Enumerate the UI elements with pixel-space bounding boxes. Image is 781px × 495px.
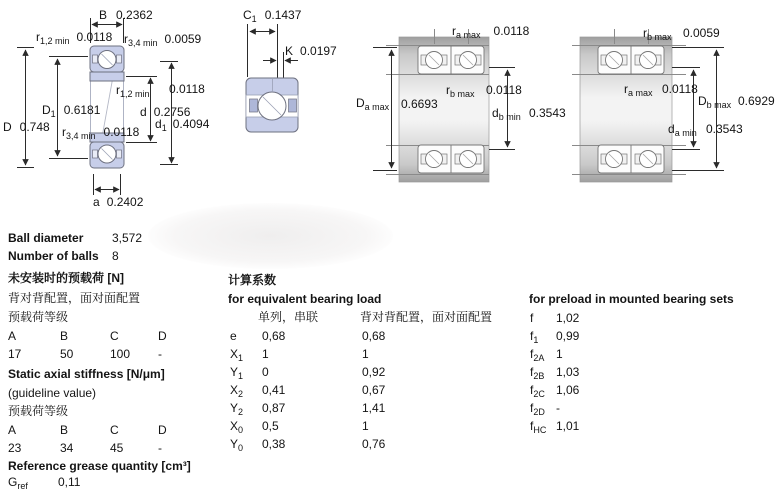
preload-factor-row-f2c: $f_{2C}$ 1,06 (530, 383, 580, 399)
preload-factor-row-f2a: $f_{2A}$ 1 (530, 347, 563, 363)
dim-rb-max-right-label: $r_{b max}$ (643, 26, 672, 42)
stiffness-header-row: A B C D (8, 423, 167, 437)
dim-Db-max-value: 0.6929 (738, 94, 775, 108)
calc-col1-header: 单列，串联 (258, 310, 319, 324)
number-of-balls-label: Number of balls (8, 249, 99, 263)
calc-row-e: e 0,68 0,68 (230, 329, 386, 343)
preload-factors-title: for preload in mounted bearing sets (529, 292, 734, 306)
dim-ra-max-left: $r_{a max}$ 0.0118 (452, 24, 530, 40)
dim-d1: $d_1$ 0.4094 (155, 117, 210, 133)
dim-B: B 0.2362 (99, 8, 153, 22)
dim-d: d 0.2756 (140, 105, 191, 119)
preload-class-label: 预载荷等级 (8, 310, 69, 324)
calc-col2-header: 背对背配置，面对面配置 (360, 310, 493, 324)
ring-section (246, 78, 298, 132)
grease-title: Reference grease quantity [cm³] (8, 459, 191, 473)
watermark-smudge (148, 203, 393, 269)
preload-table-title: 未安装时的预载荷 [N] (8, 271, 124, 285)
calc-factors-subtitle: for equivalent bearing load (228, 292, 382, 306)
calc-row-y2: $Y_2$ 0,87 1,41 (230, 401, 386, 417)
dim-db-min-value: 0.3543 (529, 106, 566, 120)
calc-row-y1: $Y_1$ 0 0,92 (230, 365, 386, 381)
dim-K: K 0.0197 (285, 44, 337, 58)
preload-header-row: A B C D (8, 329, 167, 343)
dim-db-min-label: $d_{b min}$ (492, 106, 521, 122)
dim-r12-min-mid-value: 0.0118 (169, 82, 205, 96)
stiffness-class-label: 预载荷等级 (8, 404, 69, 418)
dim-ra-max-right-label: $r_{a max}$ (624, 82, 653, 98)
preload-factor-row-fhc: $f_{HC}$ 1,01 (530, 419, 580, 435)
dim-r34-min-bottom: $r_{3,4 min}$ 0.0118 (62, 125, 140, 141)
dim-r12-min-top: $r_{1,2 min}$ 0.0118 (36, 30, 113, 46)
bearing-pair-bottom (418, 145, 484, 173)
dim-da-min-label: $d_{a min}$ (668, 122, 697, 138)
preload-factor-row-f2b: $f_{2B}$ 1,03 (530, 365, 580, 381)
dim-a: a 0.2402 (93, 195, 144, 209)
ball-diameter-value: 3,572 (112, 231, 143, 245)
dim-rb-max-left-label: $r_{b max}$ (446, 83, 475, 99)
preload-factor-row-f2d: $f_{2D}$ - (530, 401, 560, 417)
dim-da-min-value: 0.3543 (706, 122, 743, 136)
calc-row-x0: $X_0$ 0,5 1 (230, 419, 369, 435)
stiffness-table-subtitle: (guideline value) (8, 386, 97, 400)
stiffness-table-title: Static axial stiffness [N/μm] (8, 367, 165, 381)
inner-ring-top (90, 72, 124, 81)
stiffness-value-row: 23 34 45 - (8, 441, 162, 455)
dim-Db-max-label: $D_{b max}$ (698, 94, 732, 110)
dim-D1: $D_1$ 0.6181 (42, 103, 101, 119)
dim-C1: $C_1$ 0.1437 (243, 8, 302, 24)
number-of-balls-value: 8 (112, 249, 119, 263)
dim-rb-max-left-value: 0.0118 (486, 83, 522, 97)
dim-ra-max-right-value: 0.0118 (662, 82, 698, 96)
preload-factor-row-f: f 1,02 (530, 311, 580, 325)
grease-ref-value: 0,11 (58, 475, 81, 489)
calc-row-y0: $Y_0$ 0,38 0,76 (230, 437, 386, 453)
dim-r34-min-top: $r_{3,4 min}$ 0.0059 (124, 32, 202, 48)
grease-ref-label: $G_{ref}$ (8, 475, 28, 491)
dim-rb-max-right-value: 0.0059 (683, 26, 720, 40)
ring-section-diagram (246, 24, 298, 132)
bearing-pair-top (418, 46, 484, 74)
calc-factors-title: 计算系数 (228, 273, 277, 287)
calc-row-x1: $X_1$ 1 1 (230, 347, 369, 363)
preload-value-row: 17 50 100 - (8, 347, 162, 361)
dim-D: D 0.748 (3, 120, 50, 134)
dim-r12-min-mid-label: $r_{1,2 min}$ (116, 83, 150, 99)
dim-Da-max-value: 0.6693 (401, 97, 438, 111)
dim-Da-max-label: $D_{a max}$ (356, 96, 390, 112)
preload-table-subtitle: 背对背配置，面对面配置 (8, 291, 141, 305)
bearing-pair-top (598, 46, 664, 74)
calc-row-x2: $X_2$ 0,41 0,67 (230, 383, 386, 399)
bearing-pair-bottom (598, 145, 664, 173)
preload-factor-row-f1: $f_1$ 0,99 (530, 329, 580, 345)
ball-diameter-label: Ball diameter (8, 231, 84, 245)
